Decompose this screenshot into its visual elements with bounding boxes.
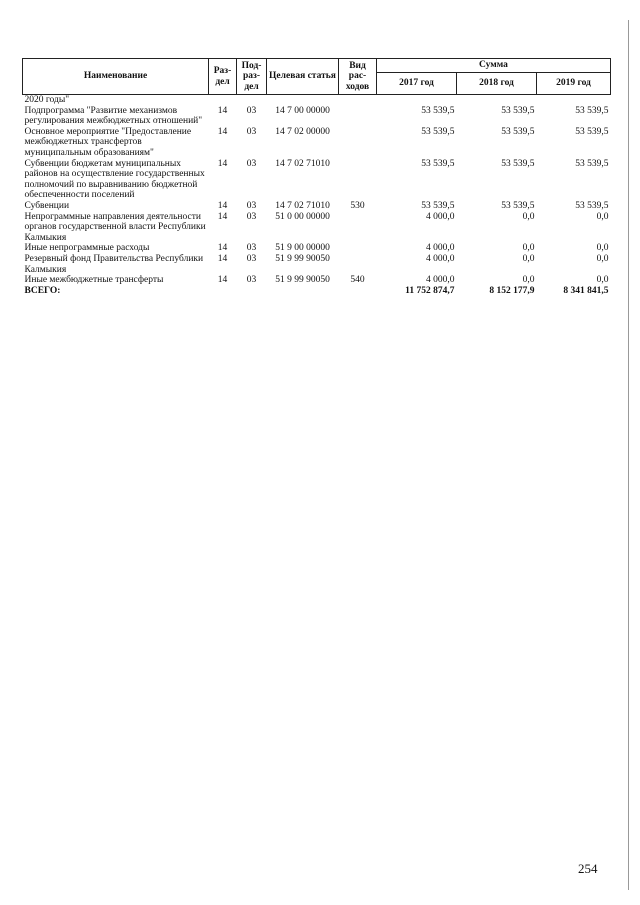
row-sum-2018: 0,0 xyxy=(522,211,535,222)
row-section: 14 xyxy=(217,253,228,264)
table-row xyxy=(23,127,611,159)
row-sum-2017: 4 000,0 xyxy=(426,211,455,222)
row-expense-type xyxy=(339,106,377,127)
row-sum-2017: 4 000,0 xyxy=(426,243,455,254)
row-sum-2019: 53 539,5 xyxy=(575,105,609,116)
header-sum: Сумма xyxy=(377,59,611,73)
page-edge-line xyxy=(628,20,629,890)
row-sum-2019: 0,0 xyxy=(596,253,609,264)
row-expense-type xyxy=(339,254,377,275)
total-sum-2017: 11 752 874,7 xyxy=(405,285,455,296)
budget-table xyxy=(22,58,611,296)
table-row xyxy=(23,212,611,244)
row-section: 14 xyxy=(217,158,228,169)
row-subsection: 03 xyxy=(246,211,257,222)
total-label: ВСЕГО: xyxy=(24,285,61,296)
row-name: Резервный фонд Правительства Республики Калмыкия xyxy=(24,253,204,275)
row-target-article: 14 7 02 00000 xyxy=(275,126,330,137)
header-name: Наименование xyxy=(23,59,209,95)
row-name: Субвенции xyxy=(24,200,70,211)
row-section: 14 xyxy=(217,126,228,137)
row-sum-2017: 4 000,0 xyxy=(426,253,455,264)
row-target-article: 51 9 99 90050 xyxy=(275,275,330,286)
row-sum-2018: 53 539,5 xyxy=(501,158,535,169)
row-subsection: 03 xyxy=(246,243,257,254)
row-target-article xyxy=(267,95,339,106)
row-expense-type xyxy=(339,95,377,106)
row-name: Иные непрограммные расходы xyxy=(24,243,150,254)
row-expense-type: 530 xyxy=(350,200,365,211)
row-sum-2019 xyxy=(537,95,611,106)
table-row xyxy=(23,106,611,127)
row-name: 2020 годы" xyxy=(24,95,70,105)
row-expense-type xyxy=(339,159,377,201)
row-subsection: 03 xyxy=(246,158,257,169)
row-name: Основное мероприятие "Предоставление межбюджетных трансфертов муниципальным образованиям" xyxy=(24,126,192,158)
row-expense-type xyxy=(339,212,377,244)
table-body xyxy=(23,95,611,297)
total-row xyxy=(23,286,611,297)
total-sum-2019: 8 341 841,5 xyxy=(563,285,609,296)
row-sum-2017: 53 539,5 xyxy=(421,105,455,116)
row-section xyxy=(209,95,237,106)
row-subsection xyxy=(237,95,267,106)
row-name: Непрограммные направления деятельности органов государственной власти Республики Калмыкия xyxy=(24,211,206,243)
row-sum-2018: 53 539,5 xyxy=(501,126,535,137)
row-sum-2019: 53 539,5 xyxy=(575,200,609,211)
row-sum-2017: 53 539,5 xyxy=(421,200,455,211)
row-section: 14 xyxy=(217,211,228,222)
row-target-article: 14 7 00 00000 xyxy=(275,105,330,116)
row-sum-2019: 53 539,5 xyxy=(575,126,609,137)
row-subsection: 03 xyxy=(246,105,257,116)
header-expense-type: Вид рас-ходов xyxy=(339,59,377,95)
row-subsection: 03 xyxy=(246,200,257,211)
header-subsection: Под-раз-дел xyxy=(237,59,267,95)
row-section: 14 xyxy=(217,200,228,211)
row-sum-2018: 0,0 xyxy=(522,253,535,264)
row-target-article: 14 7 02 71010 xyxy=(275,158,330,169)
row-subsection: 03 xyxy=(246,253,257,264)
row-name: Субвенции бюджетам муниципальных районов на осуществление государственных полномочий по выравниванию бюджетной обеспеченности поселений xyxy=(24,158,205,201)
row-subsection: 03 xyxy=(246,275,257,286)
table-row xyxy=(23,95,611,106)
row-sum-2017: 53 539,5 xyxy=(421,126,455,137)
total-sum-2018: 8 152 177,9 xyxy=(489,285,535,296)
row-expense-type: 540 xyxy=(350,275,365,286)
row-sum-2019: 0,0 xyxy=(596,243,609,254)
row-name: Иные межбюджетные трансферты xyxy=(24,275,164,286)
row-subsection: 03 xyxy=(246,126,257,137)
row-sum-2018: 53 539,5 xyxy=(501,200,535,211)
header-year-2019: 2019 год xyxy=(537,73,611,95)
table-row xyxy=(23,243,611,254)
row-target-article: 51 0 00 00000 xyxy=(275,211,330,222)
row-section: 14 xyxy=(217,243,228,254)
header-year-2017: 2017 год xyxy=(377,73,457,95)
row-target-article: 51 9 99 90050 xyxy=(275,253,330,264)
table-row xyxy=(23,159,611,201)
row-sum-2017: 4 000,0 xyxy=(426,275,455,286)
row-target-article: 51 9 00 00000 xyxy=(275,243,330,254)
row-section: 14 xyxy=(217,275,228,286)
row-sum-2019: 53 539,5 xyxy=(575,158,609,169)
table-row xyxy=(23,254,611,275)
row-name: Подпрограмма "Развитие механизмов регулирования межбюджетных отношений" xyxy=(24,105,203,127)
row-sum-2018: 53 539,5 xyxy=(501,105,535,116)
row-sum-2018: 0,0 xyxy=(522,275,535,286)
header-year-2018: 2018 год xyxy=(457,73,537,95)
row-sum-2017: 53 539,5 xyxy=(421,158,455,169)
table-row xyxy=(23,201,611,212)
header-target-article: Целевая статья xyxy=(267,59,339,95)
page-number: 254 xyxy=(578,861,598,876)
row-sum-2019: 0,0 xyxy=(596,211,609,222)
row-sum-2018: 0,0 xyxy=(522,243,535,254)
row-expense-type xyxy=(339,127,377,159)
row-sum-2019: 0,0 xyxy=(596,275,609,286)
header-section: Раз-дел xyxy=(209,59,237,95)
row-target-article: 14 7 02 71010 xyxy=(275,200,330,211)
row-expense-type xyxy=(339,243,377,254)
row-sum-2018 xyxy=(457,95,537,106)
row-section: 14 xyxy=(217,105,228,116)
table-row xyxy=(23,275,611,286)
row-sum-2017 xyxy=(377,95,457,106)
